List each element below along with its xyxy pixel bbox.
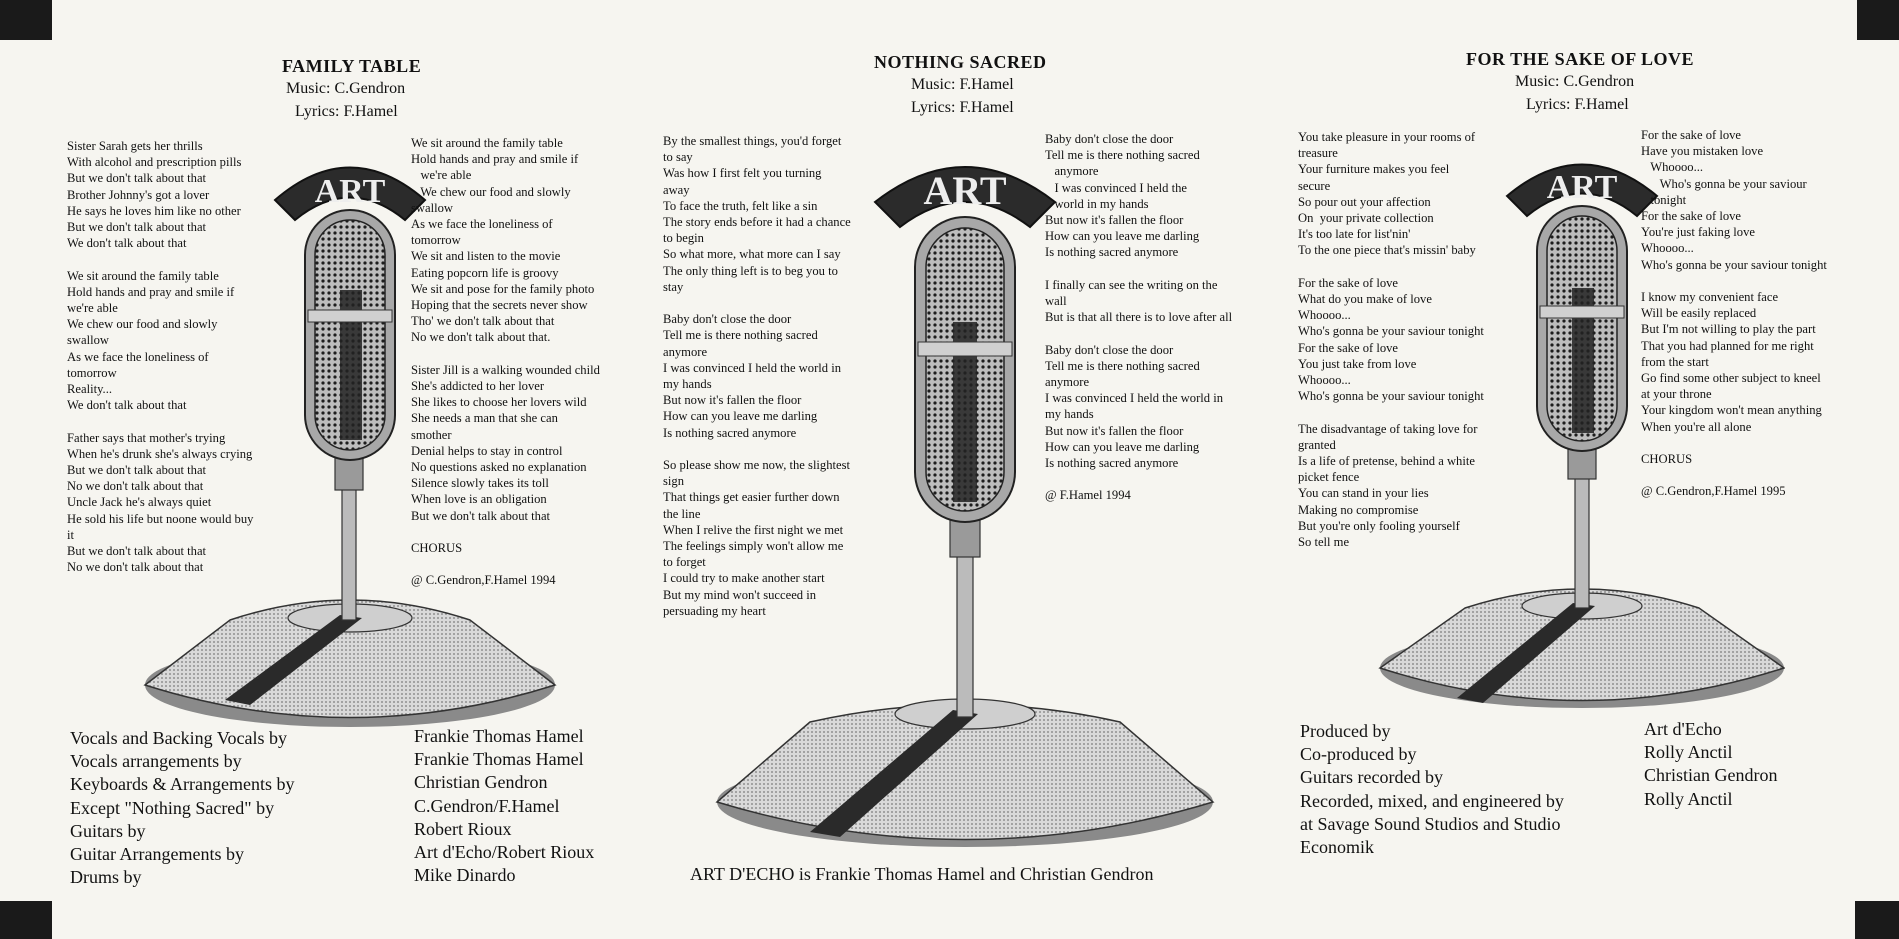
song-music-credit: Music: C.Gendron — [286, 80, 406, 97]
mic-badge-text: ART — [314, 173, 386, 210]
credits-left-roles: Vocals and Backing Vocals by Vocals arrangements by Keyboards & Arrangements by Except "Nothing Sacred" by Guitars by Guitar Arrangements by Drums by — [70, 728, 295, 888]
song-lyrics-credit: Lyrics: F.Hamel — [295, 103, 398, 120]
song-lyrics-credit: Lyrics: F.Hamel — [1526, 96, 1629, 113]
lyrics-column: For the sake of love Have you mistaken love Whoooo... Who's gonna be your saviour tonight For the sake of love You're just faking love Whoooo... Who's gonna be your saviour tonight I know my convenient face Will be easily replaced But I'm not willing to play the part That you had planned for me right from the start Go find some other subject to kneel at your throne Your kingdom won't mean anything When you're all alone CHORUS @ C.Gendron,F.Hamel 1995 — [1641, 128, 1827, 499]
song-title-family-table: FAMILY TABLE — [282, 56, 422, 76]
lyrics-column: You take pleasure in your rooms of treasure Your furniture makes you feel secure So pour out your affection On your private collection It's too late for list'nin' To the one piece that's missin' baby For the sake of love What do you make of love Whoooo... Who's gonna be your saviour tonight For the sake of love You just take from love Whoooo... Who's gonna be your saviour tonight The disadvantage of taking love for granted Is a life of pretense, behind a white picket fence You can stand in your lies Making no compromise But you're only fooling yourself So tell me — [1298, 130, 1484, 550]
crop-mark-top-right — [1857, 0, 1899, 40]
song-title-nothing-sacred: NOTHING SACRED — [874, 52, 1047, 72]
lyrics-column: We sit around the family table Hold hands and pray and smile if we're able We chew our food and slowly swallow As we face the loneliness of tomorrow We sit and listen to the movie Eating popcorn life is groovy We sit and pose for the family photo Hoping that the secrets never show Tho' we don't talk about that No we don't talk about that. Sister Jill is a walking wounded child She's addicted to her lover She likes to choose her lovers wild She needs a man that she can smother Denial helps to stay in control No questions asked no explanation Silence slowly takes its toll When love is an obligation But we don't talk about that CHORUS @ C.Gendron,F.Hamel 1994 — [411, 136, 600, 588]
song-lyrics-credit: Lyrics: F.Hamel — [911, 99, 1014, 116]
song-title-for-the-sake-of-love: FOR THE SAKE OF LOVE — [1466, 49, 1695, 69]
mic-badge-text: ART — [923, 168, 1007, 213]
credits-right-names: Art d'Echo Rolly Anctil Christian Gendron Rolly Anctil — [1644, 719, 1778, 809]
credits-left-names: Frankie Thomas Hamel Frankie Thomas Hamel Christian Gendron C.Gendron/F.Hamel Robert Rioux Art d'Echo/Robert Rioux Mike Dinardo — [414, 726, 595, 886]
song-music-credit: Music: C.Gendron — [1515, 73, 1635, 90]
mic-badge-text: ART — [1546, 169, 1618, 206]
crop-mark-top-left — [0, 0, 52, 40]
crop-mark-bottom-right — [1855, 901, 1899, 939]
song-music-credit: Music: F.Hamel — [911, 76, 1014, 93]
lyrics-column: Sister Sarah gets her thrills With alcohol and prescription pills But we don't talk about that Brother Johnny's got a lover He says he loves him like no other But we don't talk about that We don't talk about that We sit around the family table Hold hands and pray and smile if we're able We chew our food and slowly swallow As we face the loneliness of tomorrow Reality... We don't talk about that Father says that mother's trying When he's drunk she's always crying But we don't talk about that No we don't talk about that Uncle Jack he's always quiet He sold his life but noone would buy it But we don't talk about that No we don't talk about that — [67, 139, 254, 575]
credits-right-roles: Produced by Co-produced by Guitars recorded by Recorded, mixed, and engineered by at Savage Sound Studios and Studio Economik — [1300, 721, 1564, 858]
crop-mark-bottom-left — [0, 901, 52, 939]
band-members-footer: ART D'ECHO is Frankie Thomas Hamel and Christian Gendron — [690, 864, 1154, 884]
lyrics-column: Baby don't close the door Tell me is there nothing sacred anymore I was convinced I held the world in my hands But now it's fallen the floor How can you leave me darling Is nothing sacred anymore I finally can see the writing on the wall But is that all there is to love after all Baby don't close the door Tell me is there nothing sacred anymore I was convinced I held the world in my hands But now it's fallen the floor How can you leave me darling Is nothing sacred anymore @ F.Hamel 1994 — [1045, 132, 1233, 503]
lyrics-column: By the smallest things, you'd forget to say Was how I first felt you turning away To face the truth, felt like a sin The story ends before it had a chance to begin So what more, what more can I say The only thing left is to beg you to stay Baby don't close the door Tell me is there nothing sacred anymore I was convinced I held the world in my hands But now it's fallen the floor How can you leave me darling Is nothing sacred anymore So please show me now, the slightest sign That things get easier further down the line When I relive the first night we met The feelings simply won't allow me to forget I could try to make another start But my mind won't succeed in persuading my heart — [663, 134, 851, 618]
